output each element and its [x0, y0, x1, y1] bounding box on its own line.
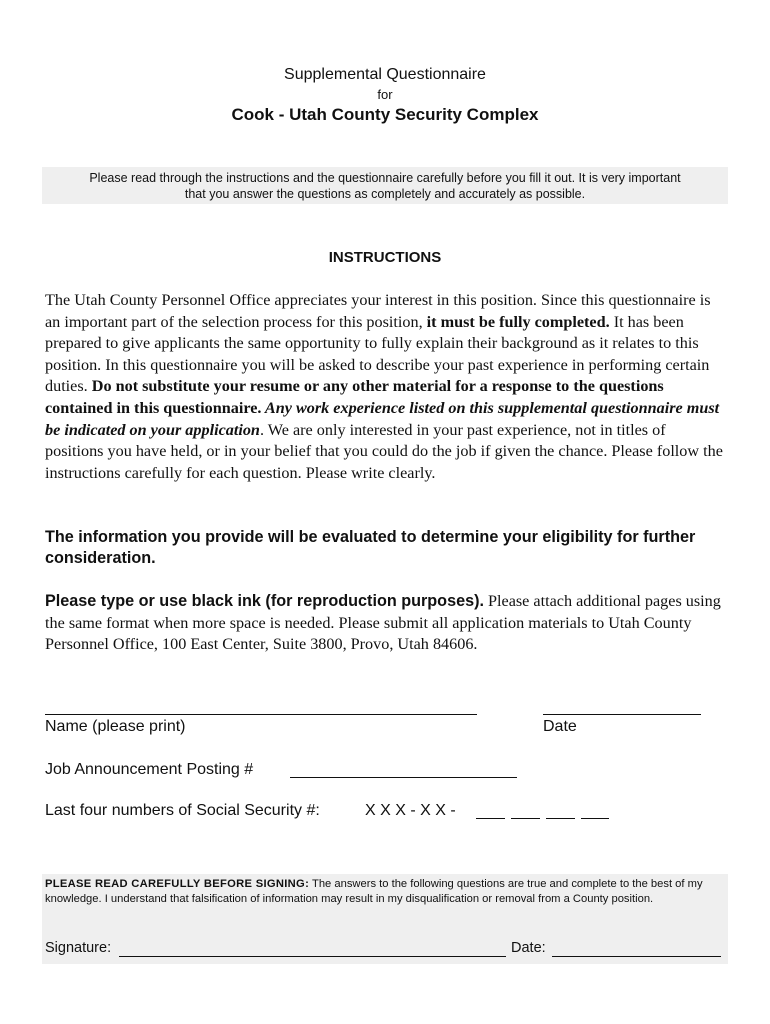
eligibility-statement: The information you provide will be evaluated to determine your eligibility for further consideration.: [45, 528, 696, 567]
instructions-text-1: The Utah County Personnel Office appreciates your interest in this position. Since this questionnaire is an important part of the selection process for this position,: [45, 291, 711, 331]
instructions-bold-1: it must be fully completed.: [426, 312, 610, 331]
date-label: Date: [543, 718, 577, 735]
signing-notice-heading: PLEASE READ CAREFULLY BEFORE SIGNING:: [45, 878, 310, 890]
date-field-line[interactable]: [543, 714, 701, 715]
signing-notice: [45, 877, 725, 906]
intro-line-2: that you answer the questions as completely and accurately as possible.: [184, 187, 586, 201]
position-title: Cook - Utah County Security Complex: [231, 105, 539, 124]
signing-date-label: Date:: [511, 940, 546, 956]
intro-notice-box: [42, 167, 728, 204]
title-connector: for: [377, 87, 393, 102]
name-label: Name (please print): [45, 718, 186, 735]
ssn-digit-2-line[interactable]: [511, 818, 540, 819]
signature-field-line[interactable]: [119, 956, 506, 957]
ssn-mask: X X X - X X -: [365, 802, 456, 819]
instructions-text-3: . We are only interested in your past experience, not in titles of positions you have held, or in your belief that you could do the job if given the chance. Please follow the instructions carefully for each question. Please write clearly.: [45, 420, 723, 482]
document-title: Supplemental Questionnaire: [284, 66, 486, 83]
ssn-label: Last four numbers of Social Security #:: [45, 802, 320, 819]
name-field-line[interactable]: [45, 714, 477, 715]
instructions-heading: INSTRUCTIONS: [328, 249, 442, 266]
instructions-paragraph: [45, 290, 725, 484]
ssn-digit-3-line[interactable]: [546, 818, 575, 819]
signature-label: Signature:: [45, 940, 112, 956]
ssn-digit-1-line[interactable]: [476, 818, 505, 819]
instructions-bold-italic: Any work experience listed on this supplemental questionnaire must be indicated on your application: [45, 398, 720, 439]
submission-text: Please attach additional pages using the same format when more space is needed. Please submit all application materials to Utah County Personnel Office, 100 East Center, Suite 3800, Provo, Utah 84606.: [45, 592, 721, 654]
ssn-digit-4-line[interactable]: [581, 818, 609, 819]
signing-date-field-line[interactable]: [552, 956, 721, 957]
signing-notice-text: The answers to the following questions are true and complete to the best of my knowledge. I understand that falsification of information may result in my disqualification or removal from a County position.: [45, 878, 703, 905]
job-posting-label: Job Announcement Posting #: [45, 761, 254, 778]
submission-paragraph: [45, 591, 725, 656]
intro-line-1: Please read through the instructions and the questionnaire carefully before you fill it out. It is very important: [89, 171, 681, 185]
instructions-bold-2: Do not substitute your resume or any other material for a response to the questions contained in this questionnaire.: [45, 377, 664, 417]
job-posting-field-line[interactable]: [290, 777, 517, 778]
instructions-text-2: It has been prepared to give applicants the same opportunity to fully explain their background as it relates to this position. In this questionnaire you will be asked to describe your past experience in performing certain duties.: [45, 312, 710, 396]
ink-instruction: Please type or use black ink (for reproduction purposes).: [45, 592, 484, 610]
